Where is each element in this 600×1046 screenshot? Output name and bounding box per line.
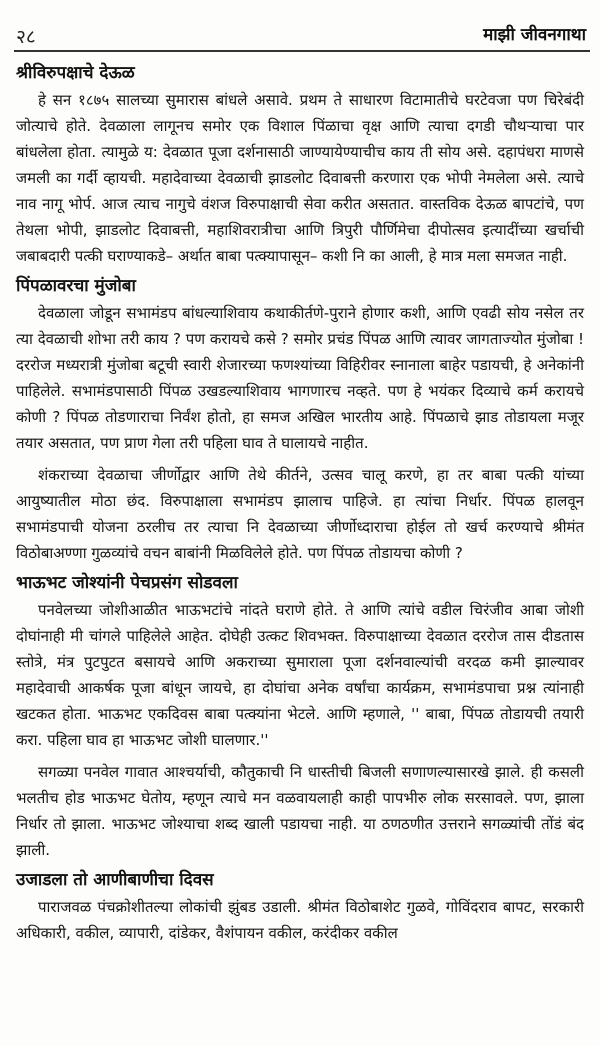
page-number: २८	[16, 26, 36, 48]
header-rule	[14, 50, 590, 52]
section-heading: भाऊभट जोश्यांनी पेचप्रसंग सोडवला	[16, 573, 238, 593]
page-header	[0, 0, 600, 52]
paragraph: हे सन १८७५ सालच्या सुमारास बांधले असावे. प्रथम ते साधारण विटामातीचे घरटेवजा पण चिरेबंदी जोत्याचे होते. देवळाला लागूनच समोर एक विशाल पिंळाचा वृक्ष आणि त्याचा दगडी चौथऱ्याचा पार बांधलेला होता. त्यामुळे य: देवळात पूजा दर्शनासाठी जाण्यायेण्याचीच काय ती सोय असे. दहापंधरा माणसे जमली का गर्दी व्हायची. महादेवाच्या देवळाची झाडलोट दिवाबत्ती करणारा एक भोपी नेमलेला असे. त्याचे नाव नागू भोर्प. आज त्याच नागुचे वंशज विरुपाक्षाची सेवा करीत असतात. वास्तविक देऊळ बापटांचे, पण तेथला भोपी, झाडलोट दिवाबत्ती, महाशिवरात्रीचा आणि त्रिपुरी पौर्णिमेचा दीपोत्सव इत्यादींच्या खर्चाची जबाबदारी पत्की घराण्याकडे– अर्थात बाबा पत्क्यापासून– कशी नि का आली, हे मात्र मला समजत नाही.	[16, 91, 584, 265]
paragraph: सगळ्या पनवेल गावात आश्चर्याची, कौतुकाची नि धास्तीची बिजली सणाणल्यासारखे झाले. ही कसली भलतीच होड भाऊभट घेतोय, म्हणून त्याचे मन वळवायलाही काही पापभीरु लोक सरसावले. पण, झाला निर्धार तो झाला. भाऊभट जोश्याचा शब्द खाली पडायचा नाही. या ठणठणीत उत्तराने सगळ्यांची तोंडं बंद झाली.	[16, 763, 584, 859]
section-bhaubhat-joshi	[16, 572, 584, 863]
paragraph: देवळाला जोडून सभामंडप बांधल्याशिवाय कथाकीर्तणे-पुराने होणार कशी, आणि एवढी सोय नसेल तर त्या देवळाची शोभा तरी काय ? पण करायचे कसे ? समोर प्रचंड पिंपळ आणि त्यावर जागताज्योत मुंजोबा ! दररोज मध्यरात्री मुंजोबा बटूची स्वारी शेजारच्या फणश्यांच्या विहिरीवर स्नानाला बाहेर पडायची, हे अनेकांनी पाहिलेले. सभामंडपासाठी पिंपळ उखडल्याशिवाय भागणारच नव्हते. पण हे भयंकर दिव्याचे कर्म करायचे कोणी ? पिंपळ तोडणाराचा निर्वंश होतो, हा समज अखिल भारतीय आहे. पिंपळाचे झाड तोडायला मजूर तयार असतात, पण प्राण गेला तरी पहिला घाव ते घालायचे नाहीत.	[16, 304, 584, 452]
paragraph: शंकराच्या देवळाचा जीर्णोद्वार आणि तेथे कीर्तने, उत्सव चालू करणे, हा तर बाबा पत्की यांच्या आयुष्यातील मोठा छंद. विरुपाक्षाला सभामंडप झालाच पाहिजे. हा त्यांचा निर्धार. पिंपळ हालवून सभामंडपाची योजना ठरलीच तर त्याचा नि देवळाच्या जीर्णोध्दाराचा होईल तो खर्च करण्याचे श्रीमंत विठोबाअण्णा गुळव्यांचे वचन बाबांनी मिळविलेले होते. पण पिंपळ तोडायचा कोणी ?	[16, 466, 584, 562]
section-heading: पिंपळावरचा मुंजोबा	[16, 276, 136, 296]
paragraph: पनवेलच्या जोशीआळीत भाऊभटांचे नांदते घराणे होते. ते आणि त्यांचे वडील चिरंजीव आबा जोशी दोघांनाही मी चांगले पाहिलेले आहेत. दोघेही उत्कट शिवभक्त. विरुपाक्षाच्या देवळात दररोज तास दीडतास स्तोत्रे, मंत्र पुटपुटत बसायचे आणि अकराच्या सुमाराला पूजा दर्शनवाल्यांची वरदळ कमी झाल्यावर महादेवाची आकर्षक पूजा बांधून जायचे, हा दोघांचा अनेक वर्षांचा कार्यक्रम, सभामंडपाचा प्रश्न त्यांनाही खटकत होता. भाऊभट एकदिवस बाबा पत्क्यांना भेटले. आणि म्हणाले, '' बाबा, पिंपळ तोडायची तयारी करा. पहिला घाव हा भाऊभट जोशी घालणार.''	[16, 601, 584, 749]
section-heading: श्रीविरुपक्षाचे देऊळ	[16, 63, 135, 83]
paragraph: पाराजवळ पंचक्रोशीतल्या लोकांची झुंबड उडाली. श्रीमंत विठोबाशेट गुळवे, गोविंदराव बापट, सरकारी अधिकारी, वकील, व्यापारी, दांडेकर, वैशंपायन वकील, करंदीकर वकील	[16, 898, 584, 942]
section-emergency-day	[16, 869, 584, 946]
section-pimpal-munjoba	[16, 275, 584, 566]
page-body	[16, 62, 584, 952]
running-title: माझी जीवनगाथा	[483, 25, 586, 45]
section-virupaksha-temple	[16, 62, 584, 269]
section-heading: उजाडला तो आणीबाणीचा दिवस	[16, 870, 214, 890]
